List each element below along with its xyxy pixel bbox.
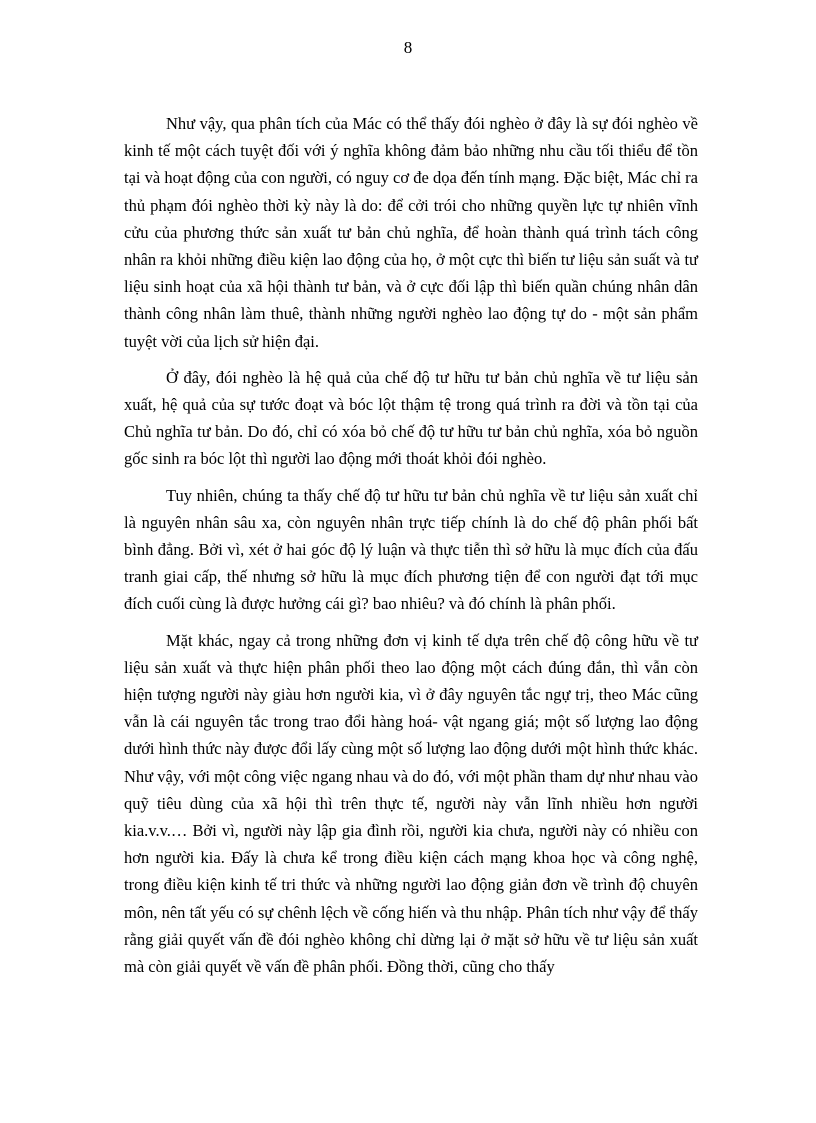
body-text xyxy=(124,110,698,989)
paragraph-3: Tuy nhiên, chúng ta thấy chế độ tư hữu tư bản chủ nghĩa về tư liệu sản xuất chỉ là nguyên nhân sâu xa, còn nguyên nhân trực tiếp chính là do chế độ phân phối bất bình đẳng. Bởi vì, xét ở hai góc độ lý luận và thực tiễn thì sở hữu là mục đích của đấu tranh giai cấp, thế nhưng sở hữu là mục đích phương tiện để con người đạt tới mục đích cuối cùng là được hưởng cái gì? bao nhiêu? và đó chính là phân phối. xyxy=(124,485,698,614)
paragraph-1: Như vậy, qua phân tích của Mác có thể thấy đói nghèo ở đây là sự đói nghèo về kinh tế một cách tuyệt đối với ý nghĩa không đảm bảo những nhu cầu tối thiểu để tồn tại và hoạt động của con người, có nguy cơ đe dọa đến tính mạng. Đặc biệt, Mác chỉ ra thủ phạm đói nghèo thời kỳ này là do: để cởi trói cho những quyền lực tự nhiên vĩnh cửu của phương thức sản xuất tư bản chủ nghĩa, để hoàn thành quá trình tách công nhân ra khỏi những điều kiện lao động của họ, ở một cực thì biến tư liệu sản suất và tư liệu sinh hoạt của xã hội thành tư bản, và ở cực đối lập thì biến quần chúng nhân dân thành công nhân làm thuê, thành những người nghèo lao động tự do - một sản phẩm tuyệt vời của lịch sử hiện đại. xyxy=(124,114,698,351)
page-number: 8 xyxy=(403,38,413,57)
paragraph-2: Ở đây, đói nghèo là hệ quả của chế độ tư hữu tư bản chủ nghĩa về tư liệu sản xuất, hệ quả của sự tước đoạt và bóc lột thậm tệ trong quá trình ra đời và tồn tại của Chủ nghĩa tư bản. Do đó, chỉ có xóa bỏ chế độ tư hữu tư bản chủ nghĩa, xóa bỏ nguồn gốc sinh ra bóc lột thì người lao động mới thoát khỏi đói nghèo. xyxy=(124,367,698,469)
paragraph-4: Mặt khác, ngay cả trong những đơn vị kinh tế dựa trên chế độ công hữu về tư liệu sản xuất và thực hiện phân phối theo lao động một cách đúng đắn, thì vẫn còn hiện tượng người này giàu hơn người kia, vì ở đây nguyên tắc ngự trị, theo Mác cũng vẫn là cái nguyên tắc trong trao đổi hàng hoá- vật ngang giá; một số lượng lao động dưới hình thức này được đổi lấy cùng một số lượng lao động dưới một hình thức khác. Như vậy, với một công việc ngang nhau và do đó, với một phần tham dự như nhau vào quỹ tiêu dùng của xã hội thì trên thực tế, người này vẫn lĩnh nhiều hơn người kia.v.v.… Bởi vì, người này lập gia đình rồi, người kia chưa, người này có nhiều con hơn người kia. Đấy là chưa kể trong điều kiện cách mạng khoa học và công nghệ, trong điều kiện kinh tế tri thức và những người lao động giản đơn về trình độ chuyên môn, nên tất yếu có sự chênh lệch về cống hiến và thu nhập. Phân tích như vậy để thấy rằng giải quyết vấn đề đói nghèo không chỉ dừng lại ở mặt sở hữu về tư liệu sản xuất mà còn giải quyết về vấn đề phân phối. Đồng thời, cũng cho thấy xyxy=(124,630,698,977)
